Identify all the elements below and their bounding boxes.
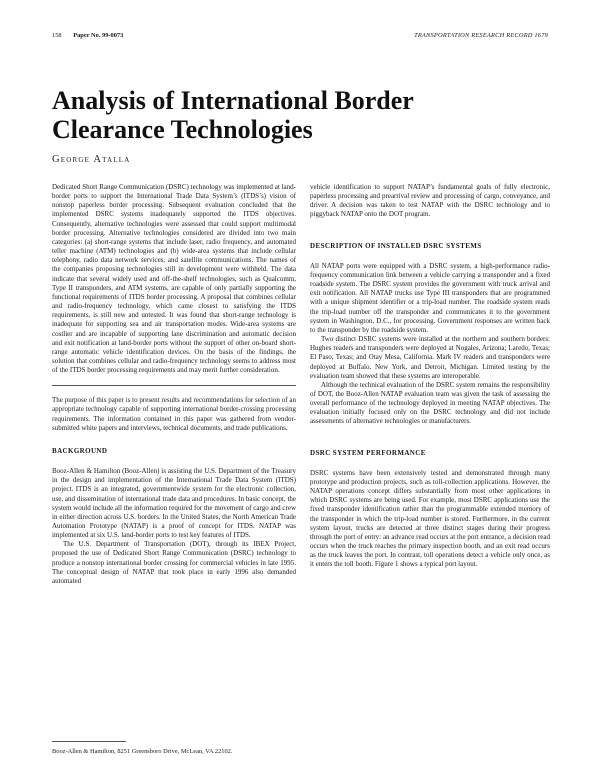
left-column (52, 183, 296, 586)
footnote-rule (52, 741, 126, 742)
abstract (52, 183, 296, 386)
paper-title: Analysis of International Border Clearance Technologies (52, 86, 414, 144)
background-paragraph-2: The U.S. Department of Transportation (DOT), through its IBEX Project, proposed the use of Dedicated Short Range Communication (DSRC) technology to produce a nonstop international border crossing for commercial vehicles in late 1995. The conceptual design of NATAP that took place in early 1996 also demanded automated (52, 540, 296, 585)
intro-paragraph: The purpose of this paper is to present results and recommendations for selection of an appropriate technology capable of supporting international border-crossing processing requirements. The information contained in this paper was gathered from vendor-submitted white papers and interviews, technical documents, and trade publications. (52, 396, 296, 432)
running-head-left (52, 30, 123, 42)
description-paragraph-2: Two distinct DSRC systems were installed at the northern and southern borders: Hughes readers and transponders were deployed at Nogales, Arizona; Laredo, Texas; El Paso, Texas; and Otay Mesa, California. Mark IV readers and transponders were deployed at Buffalo, New York, and Detroit, Michigan. Limited testing by the evaluation team showed that these systems are interoperable. (310, 335, 550, 380)
introduction (52, 396, 296, 433)
section-heading-background: BACKGROUND (52, 446, 108, 455)
description-paragraph-3: Although the technical evaluation of the DSRC system remains the responsibility of DOT, the Booz-Allen NATAP evaluation team was given the task of assessing the overall performance of the technology deployed in meeting NATAP objectives. The evaluation initially focused only on the DSRC technology and did not include assessments of alternative technologies or manufacturers. (310, 380, 550, 426)
page-number: 158 (52, 32, 62, 39)
section-heading-description: DESCRIPTION OF INSTALLED DSRC SYSTEMS (310, 241, 482, 250)
journal-name: TRANSPORTATION RESEARCH RECORD 1679 (414, 32, 548, 39)
author-affiliation-footnote: Booz-Allen & Hamilton, 8251 Greensboro Drive, McLean, VA 22102. (52, 748, 233, 755)
description-paragraph-1: All NATAP ports were equipped with a DSRC system, a high-performance radio-frequency communication link between a vehicle carrying a transponder and a fixed roadside system. The DSRC system provides the government with truck arrival and exit notification. All NATAP trucks use Type III transponders that are programmed with a unique shipment identifier or a trip-load number. The roadside system reads the trip-load number off the transponder and communicates it to the government system in Washington, D.C., for processing. Government responses are written back to the transponder by the roadside system. (310, 261, 550, 334)
abstract-text: Dedicated Short Range Communication (DSRC) technology was implemented at land-border ports to support the International Trade Data System’s (ITDS’s) vision of nonstop paperless border processing. Subsequent evaluation concluded that the implemented DSRC systems inadequately supported the ITDS objectives. Consequently, alternative technologies were assessed that could support multimodal border processing. Alternative technologies considered are divided into two main categories: (a) short-range systems that include laser, radio frequency, and automated teller machine (ATM) technologies and (b) wide-area systems that include cellular telephony, radio data network services, and satellite communications. The names of the companies proposing technologies still in development were withheld. The data indicate that several widely used and off-the-shelf technologies, such as Qualcomm, Type II transponders, and ATM systems, are capable of only partially supporting the functional requirements of ITDS border processing. A proposal that combines cellular and radio-frequency technology, which came closest to satisfying the ITDS requirements, is still new and untested. It was found that short-range technology is inadequate for supporting sea and air transportation modes. Wide-area systems are costlier and are incapable of supporting lane discrimination and automatic decision and exit notification at land-border ports without the support of other on-board short-range automatic vehicle identification devices. On the basis of the findings, the solution that combines cellular and radio-frequency technology seems to address most of the ITDS border processing requirements and may merit further consideration. (52, 183, 296, 375)
right-column (310, 183, 550, 569)
background-paragraph-1: Booz-Allen & Hamilton (Booz-Allen) is assisting the U.S. Department of the Treasury in the design and implementation of the International Trade Data System (ITDS) project. ITDS is an integrated, governmentwide system for the electronic collection, use, and dissemination of international trade data and procedures. In basic concept, the system would include all the information required for the movement of cargo and crew in either direction across U.S. borders. In the United States, the North American Trade Automation Prototype (NATAP) is a proof of concept for ITDS. NATAP was implemented at six U.S. land-border ports to test key features of ITDS. (52, 467, 296, 540)
section-heading-performance: DSRC SYSTEM PERFORMANCE (310, 448, 426, 457)
performance-paragraph-1: DSRC systems have been extensively tested and demonstrated through many prototype and production projects, such as toll-collection applications. However, the NATAP operations concept differs substantially from most other applications in which DSRC systems are being used. For example, most DSRC applications use the fixed transponder identification rather than the programmable extended memory of the transponder in which the trip-load number is stored. Furthermore, in the current system layout, trucks are detected at three distinct stages during their progress through the port of entry: an advance read occurs at the port entrance, a decision read occurs when the truck reaches the primary inspection booth, and an exit read occurs as the truck leaves the port. In contrast, toll operations detect a vehicle only once, as it enters the toll booth. Figure 1 shows a typical port layout. (310, 468, 550, 569)
background-paragraph-2-continued: vehicle identification to support NATAP’s fundamental goals of fully electronic, paperless processing and prearrival review and processing of cargo, conveyance, and driver. A decision was taken to test NATAP with the DSRC technology and to piggyback NATAP onto the DOT program. (310, 183, 550, 219)
paper-number: Paper No. 99-0073 (73, 32, 124, 39)
running-head (52, 30, 548, 42)
author-name: George Atalla (52, 154, 131, 165)
